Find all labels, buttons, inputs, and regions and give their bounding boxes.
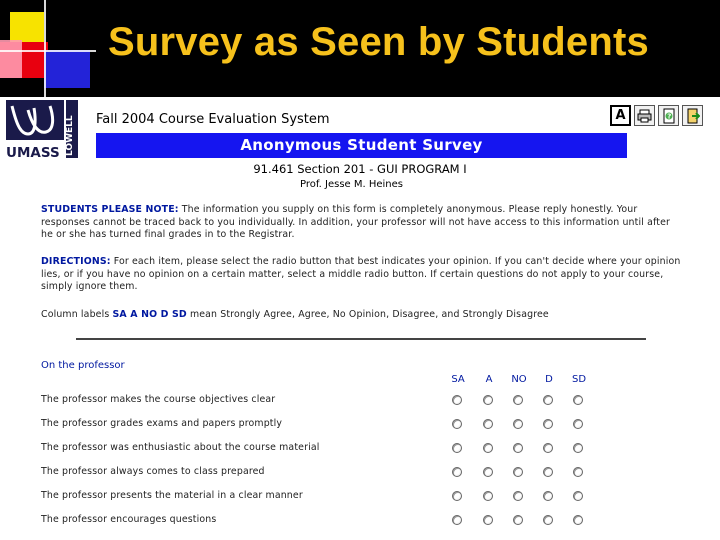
radio-sd[interactable] [573,491,583,501]
column-header-d: D [545,374,553,385]
directions-text: For each item, please select the radio button that best indicates your opinion. If you can't decide where your opinion lies, or if you have no opinion on a certain matter, select a middle radio button. If certain questions do not apply to your course, simply ignore them. [41,256,681,292]
radio-d[interactable] [543,443,553,453]
radio-no[interactable] [513,395,523,405]
students-note-label: STUDENTS PLEASE NOTE: [41,204,179,215]
system-title: Fall 2004 Course Evaluation System [96,112,330,127]
radio-sd[interactable] [573,515,583,525]
question-label: The professor was enthusiastic about the course material [41,442,320,453]
radio-no[interactable] [513,515,523,525]
divider [76,338,646,340]
question-label: The professor presents the material in a clear manner [41,490,303,501]
question-label: The professor always comes to class prepared [41,466,265,477]
radio-d[interactable] [543,395,553,405]
radio-d[interactable] [543,467,553,477]
directions-note [41,256,681,294]
course-title-text: 91.461 Section 201 - GUI PROGRAM I [253,164,467,174]
radio-sd[interactable] [573,467,583,477]
radio-d[interactable] [543,419,553,429]
logo-main-text: UMASS [6,145,60,160]
columns-prefix: Column labels [41,309,110,320]
font-size-icon[interactable]: A [610,105,631,126]
radio-a[interactable] [483,443,493,453]
radio-d[interactable] [543,491,553,501]
radio-d[interactable] [543,515,553,525]
radio-a[interactable] [483,515,493,525]
radio-no[interactable] [513,467,523,477]
column-labels-note [41,309,681,322]
section-title: On the professor [41,360,125,371]
umass-lowell-logo [6,100,78,160]
question-label: The professor encourages questions [41,514,217,525]
column-header-a: A [485,374,493,385]
print-icon[interactable] [634,105,655,126]
radio-sa[interactable] [452,491,462,501]
column-header-sd: SD [571,374,587,385]
directions-label: DIRECTIONS: [41,256,111,267]
radio-sa[interactable] [452,419,462,429]
decor-blue-square [44,50,90,88]
columns-text: mean Strongly Agree, Agree, No Opinion, Disagree, and Strongly Disagree [189,309,549,320]
radio-sa[interactable] [452,395,462,405]
column-header-no: NO [511,374,527,385]
radio-sa[interactable] [452,515,462,525]
decor-pink-square [0,40,22,78]
radio-sd[interactable] [573,443,583,453]
radio-a[interactable] [483,419,493,429]
toolbar [610,105,703,126]
radio-sd[interactable] [573,395,583,405]
students-note-text: The information you supply on this form is completely anonymous. Please reply honestly. Your responses cannot be traced back to you individually. In addition, your professor will not have access to this information until after he or she has turned final grades in to the Registrar. [41,204,671,240]
question-label: The professor grades exams and papers promptly [41,418,283,429]
column-header-sa: SA [451,374,465,385]
professor-name: Prof. Jesse M. Heines [300,179,404,190]
radio-no[interactable] [513,419,523,429]
radio-no[interactable] [513,491,523,501]
students-note [41,204,681,242]
radio-sa[interactable] [452,443,462,453]
radio-sd[interactable] [573,419,583,429]
radio-no[interactable] [513,443,523,453]
slide-title: Survey as Seen by Students [108,20,649,64]
radio-sa[interactable] [452,467,462,477]
columns-codes: SA A NO D SD [112,309,187,320]
decor-horizontal-line [0,50,96,52]
radio-a[interactable] [483,491,493,501]
help-icon[interactable] [658,105,679,126]
exit-icon[interactable] [682,105,703,126]
radio-a[interactable] [483,395,493,405]
survey-screenshot [0,97,720,540]
logo-side-text: LOWELL [65,115,75,156]
course-title [0,164,720,174]
radio-a[interactable] [483,467,493,477]
svg-text:?: ? [666,112,671,120]
survey-banner: Anonymous Student Survey [96,133,627,158]
question-label: The professor makes the course objectives clear [41,394,276,405]
